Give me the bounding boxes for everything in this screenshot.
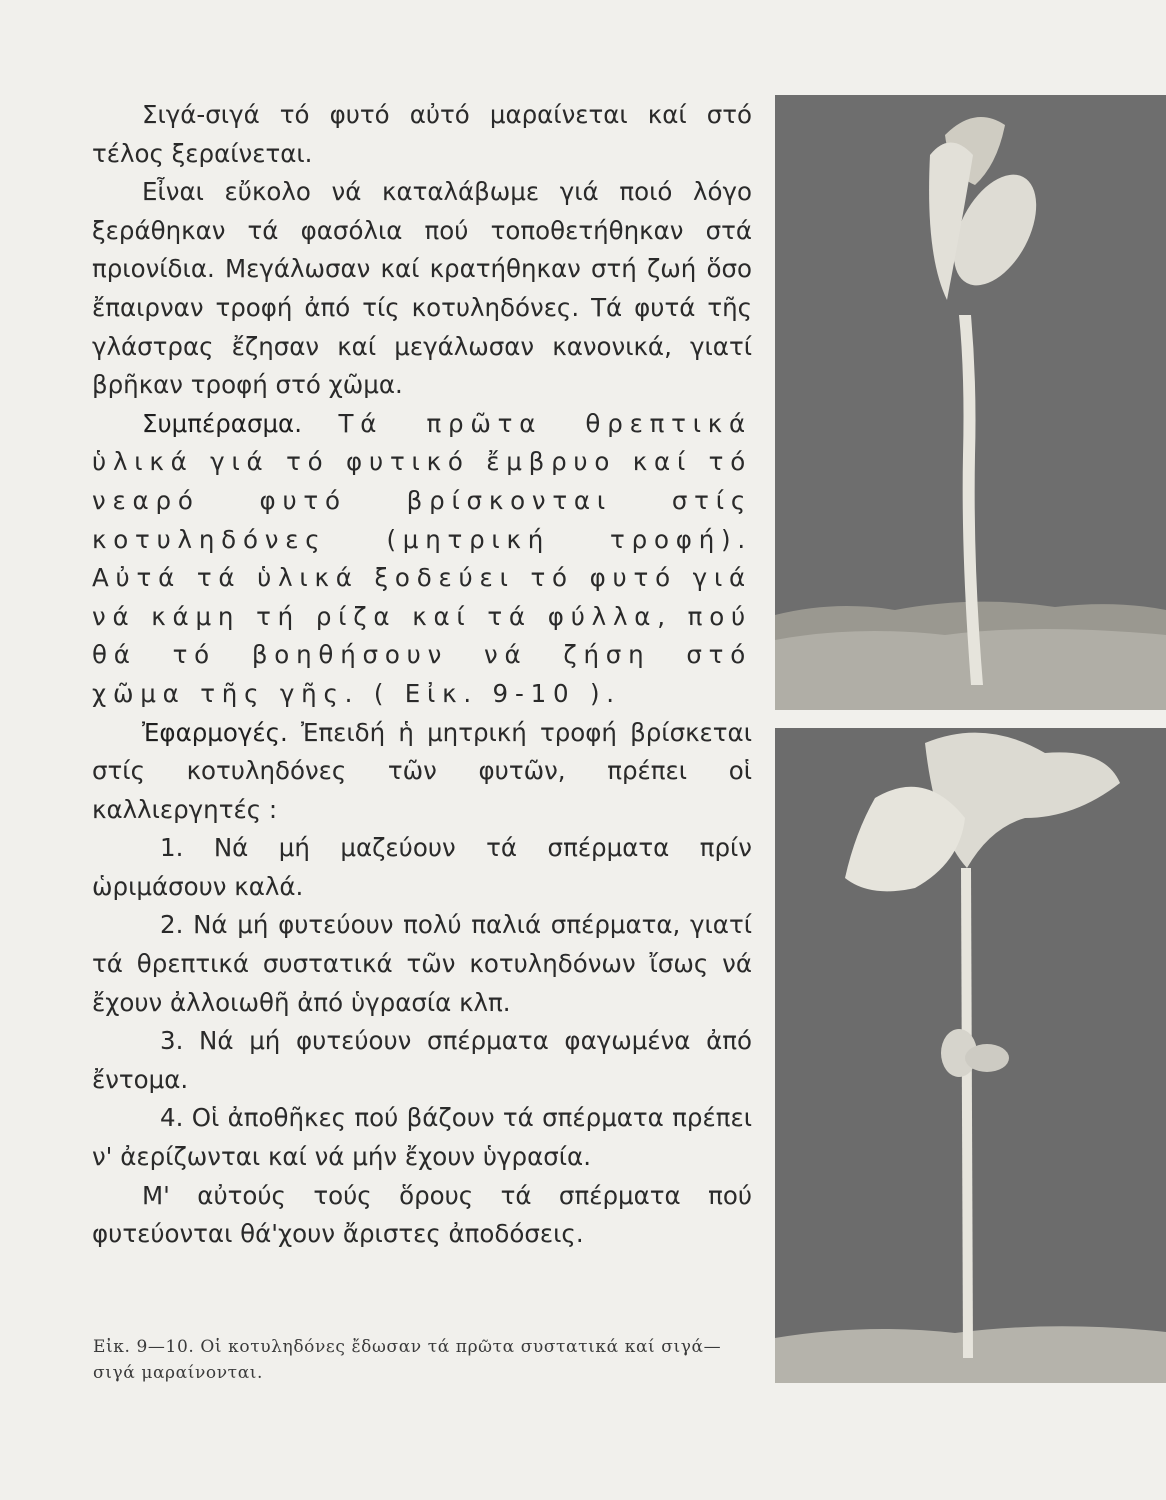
paragraph-1: Σιγά-σιγά τό φυτό αὐτό μαραίνεται καί στό τέλος ξεραίνεται. <box>92 100 752 168</box>
seedling-young-illustration <box>775 95 1166 710</box>
list-item: 3. Νά μή φυτεύουν σπέρματα φαγωμένα ἀπό ἔντομα. <box>92 1026 752 1094</box>
applications-list <box>92 829 752 1176</box>
applications-paragraph <box>92 714 752 830</box>
figure-caption: Εἰκ. 9—10. Οἱ κοτυληδόνες ἔδωσαν τά πρῶτα συστατικά καί σιγά—σιγά μαραίνονται. <box>93 1337 722 1383</box>
seedling-older-illustration <box>775 728 1166 1383</box>
list-item: 2. Νά μή φυτεύουν πολύ παλιά σπέρματα, γιατί τά θρεπτικά συστατικά τῶν κοτυληδόνων ἴσως νά ἔχουν ἀλλοιωθῆ ἀπό ὑγρασία κλπ. <box>92 910 752 1017</box>
list-item: 4. Οἱ ἀποθῆκες πού βάζουν τά σπέρματα πρέπει ν' ἀερίζωνται καί νά μήν ἔχουν ὑγρασία. <box>92 1103 752 1172</box>
seedling-photo-top <box>775 95 1166 710</box>
main-text <box>92 96 752 1254</box>
paragraph-2: Εἶναι εὔκολο νά καταλάβωμε γιά ποιό λόγο ξεράθηκαν τά φασόλια πού τοποθετήθηκαν στά πριονίδια. Μεγάλωσαν καί κρατήθηκαν στή ζωή ὅσο ἔπαιρναν τροφή ἀπό τίς κοτυληδόνες. Τά φυτά τῆς γλάστρας ἔζησαν καί μεγάλωσαν κανονικά, γιατί βρῆκαν τροφή στό χῶμα. <box>92 177 752 400</box>
closing-paragraph: Μ' αὐτούς τούς ὅρους τά σπέρματα πού φυτεύονται θά'χουν ἄριστες ἀποδόσεις. <box>92 1180 752 1249</box>
conclusion-heading: Συμπέρασμα. <box>142 408 302 438</box>
list-item: 1. Νά μή μαζεύουν τά σπέρματα πρίν ὡριμάσουν καλά. <box>92 833 752 901</box>
conclusion-text: Τά πρῶτα θρεπτικά ὑλικά γιά τό φυτικό ἔμβρυο καί τό νεαρό φυτό βρίσκονται στίς κοτυληδόνες (μητρική τροφή). Αὐτά τά ὑλικά ξοδεύει τό φυτό γιά νά κάμη τή ρίζα καί τά φύλλα, πού θά τό βοηθήσουν νά ζήση στό χῶμα τῆς γῆς. ( Εἰκ. 9-10 ). <box>92 408 752 708</box>
seedling-photo-bottom <box>775 728 1166 1383</box>
applications-text: Ἐπειδή ἡ μητρική τροφή βρίσκεται στίς κοτυληδόνες τῶν φυτῶν, πρέπει οἱ καλλιεργητές : <box>92 717 752 824</box>
conclusion-paragraph <box>92 405 752 714</box>
applications-heading: Ἐφαρμογές. <box>142 717 288 747</box>
